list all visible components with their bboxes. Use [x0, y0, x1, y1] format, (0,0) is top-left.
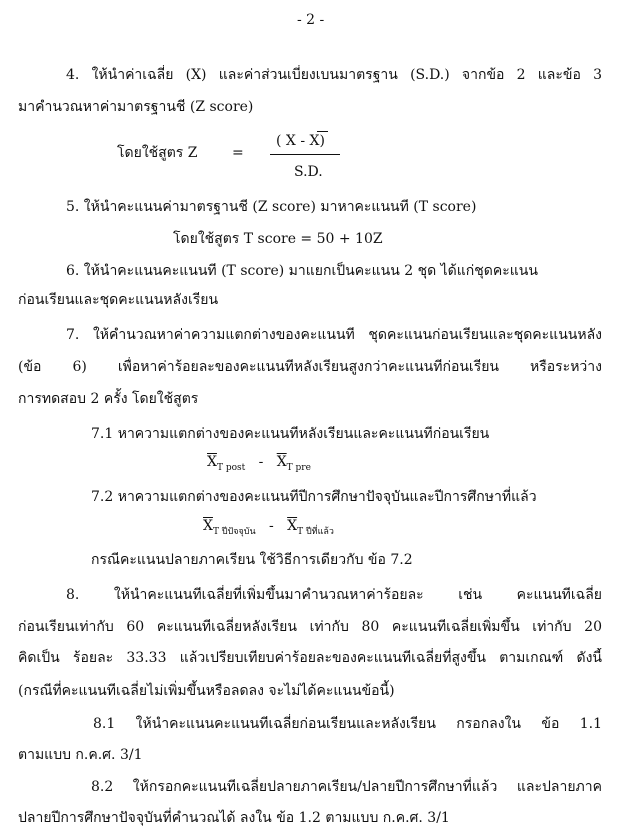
item8-line4: (กรณีที่คะแนนทีเฉลี่ยไม่เพิ่มขึ้นหรือลดลง จะไม่ได้คะแนนข้อนี้)	[18, 683, 395, 699]
item7-line1: 7. ให้คำนวณหาค่าความแตกต่างของคะแนนที ชุดคะแนนก่อนเรียนและชุดคะแนนหลัง	[66, 327, 602, 343]
subscript-previous-year: T ปีที่แล้ว	[297, 527, 334, 537]
subscript-current-year: T ปีปัจจุบัน	[212, 527, 256, 537]
item4-numerator: ( X - X)	[276, 133, 325, 149]
fraction-line	[270, 154, 340, 155]
item6-line2: ก่อนเรียนและชุดคะแนนหลังเรียน	[18, 292, 219, 308]
x-bar: $\overline{X}$	[203, 518, 213, 534]
minus-sign: -	[258, 454, 264, 470]
item7-line3: การทดสอบ 2 ครั้ง โดยใช้สูตร	[18, 391, 199, 407]
item8-line2: ก่อนเรียนเท่ากับ 60 คะแนนทีเฉลี่ยหลังเรียน เท่ากับ 80 คะแนนทีเฉลี่ยเพิ่มขึ้น เท่ากับ 20	[18, 619, 602, 635]
item4-line1: 4. ให้นำค่าเฉลี่ย (X) และค่าส่วนเบี่ยงเบนมาตรฐาน (S.D.) จากข้อ 2 และข้อ 3	[66, 67, 602, 83]
x-bar: $\overline{X}$	[287, 518, 298, 534]
item8-line1: 8. ให้นำคะแนนทีเฉลี่ยที่เพิ่มขึ้นมาคำนวณหาค่าร้อยละ เช่น คะแนนทีเฉลี่ย	[66, 587, 602, 603]
item7-note: กรณีคะแนนปลายภาคเรียน ใช้วิธีการเดียวกับ ข้อ 7.2	[91, 552, 413, 568]
item6-line1: 6. ให้นำคะแนนคะแนนที (T score) มาแยกเป็นคะแนน 2 ชุด ได้แก่ชุดคะแนน	[66, 263, 538, 279]
minus-sign: -	[269, 518, 274, 534]
item5-line1: 5. ให้นำคะแนนค่ามาตรฐานชี (Z score) มาหาคะแนนที (T score)	[66, 199, 477, 215]
item4-formula-label: โดยใช้สูตร Z	[117, 145, 198, 161]
item4-denominator: S.D.	[294, 164, 323, 180]
x-bar: $\overline{X}$	[276, 454, 287, 470]
item8-line3: คิดเป็น ร้อยละ 33.33 แล้วเปรียบเทียบค่าร้อยละของคะแนนทีเฉลี่ยที่สูงขึ้น ตามเกณฑ์ ดังนี้	[18, 650, 602, 666]
item8-sub2-line1: 8.2 ให้กรอกคะแนนทีเฉลี่ยปลายภาคเรียน/ปลายปีการศึกษาที่แล้ว และปลายภาค	[91, 779, 602, 795]
item8-sub2-line2: ปลายปีการศึกษาปัจจุบันที่คำนวณได้ ลงใน ข้อ 1.2 ตามแบบ ก.ค.ศ. 3/1	[18, 810, 450, 826]
subscript-post: T post	[216, 463, 246, 473]
mean-overbar	[317, 131, 328, 132]
item8-sub1-line1: 8.1 ให้นำคะแนนคะแนนทีเฉลี่ยก่อนเรียนและหลังเรียน กรอกลงใน ข้อ 1.1	[93, 716, 602, 732]
formula-post-pre	[207, 452, 311, 474]
item7-sub2-text: 7.2 หาความแตกต่างของคะแนนทีปีการศึกษาปัจจุบันและปีการศึกษาที่แล้ว	[91, 489, 537, 505]
item7-line2: (ข้อ 6) เพื่อหาค่าร้อยละของคะแนนทีหลังเรียนสูงกว่าคะแนนทีก่อนเรียน หรือระหว่าง	[18, 359, 602, 375]
item7-sub1-text: 7.1 หาความแตกต่างของคะแนนทีหลังเรียนและคะแนนทีก่อนเรียน	[91, 426, 490, 442]
subscript-pre: T pre	[286, 463, 311, 473]
formula-current-previous	[203, 516, 334, 538]
item4-equals: =	[232, 145, 244, 161]
item4-line2: มาคำนวณหาค่ามาตรฐานชี (Z score)	[18, 99, 254, 115]
item5-formula: โดยใช้สูตร T score = 50 + 10Z	[173, 231, 383, 247]
item8-sub1-line2: ตามแบบ ก.ค.ศ. 3/1	[18, 747, 143, 763]
x-bar: $\overline{X}$	[207, 454, 217, 470]
page-number: - 2 -	[297, 12, 325, 28]
